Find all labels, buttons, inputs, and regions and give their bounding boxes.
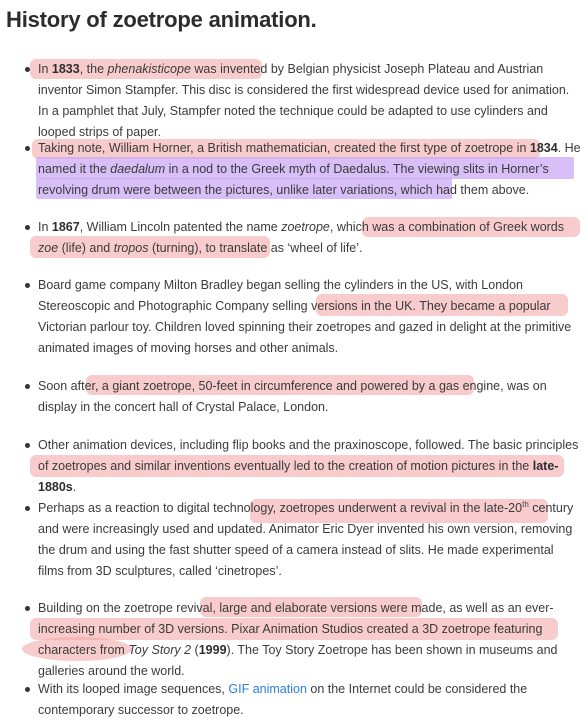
bold-text: 1867 (51, 220, 80, 234)
text-segment: . He named it the (38, 141, 581, 176)
italic-text: Toy Story 2 (128, 643, 192, 657)
text-segment: was invented by Belgian physicist Joseph Plateau and Austrian inventor Simon Stampfer. This disc is considered the first widespread device used for animation. In a pamphlet that July, Stampfer noted the technique could be adapted to use cylinders and looped strips of paper. (38, 62, 570, 139)
italic-text: daedalum (110, 162, 166, 176)
italic-text: phenakisticope (107, 62, 191, 76)
list-item (38, 275, 582, 359)
text-segment: ). The Toy Story Zoetrope has been shown in museums and galleries around the world. (38, 643, 558, 678)
text-segment: , which was a combination of Greek words (329, 220, 565, 234)
italic-text: tropos (113, 241, 149, 255)
text-segment: (turning), to translate as ‘wheel of life’. (148, 241, 363, 255)
list-item (38, 138, 582, 201)
list-item (38, 598, 582, 682)
text-segment: ( (191, 643, 199, 657)
superscript: th (522, 499, 529, 509)
bold-text: 1999 (198, 643, 227, 657)
list-item (38, 498, 582, 582)
text-segment: on the Internet could be considered the contemporary successor to zoetrope. (38, 682, 528, 717)
text-segment: In (38, 62, 52, 76)
text-segment: In (38, 220, 52, 234)
list-item (38, 59, 582, 143)
bold-text: late-1880s (38, 459, 559, 494)
text-segment: in a nod to the Greek myth of Daedalus. The viewing slits in Horner’s revolving drum were between the pictures, unlike later variations, which had them above. (38, 162, 549, 197)
list-item (38, 679, 582, 721)
text-segment: , William Lincoln patented the name (79, 220, 282, 234)
text-segment: Taking note, William Horner, a British mathematician, created the first type of zoetrope in (38, 141, 530, 155)
bold-text: 1833 (51, 62, 80, 76)
text-segment: Other animation devices, including flip books and the praxinoscope, followed. The basic principles of zoetropes and similar inventions eventually led to the creation of motion pictures in the (38, 438, 579, 473)
text-segment: . (72, 480, 77, 494)
list-item (38, 435, 582, 498)
text-segment: century and were increasingly used and updated. Animator Eric Dyer invented his own version, removing the drum and using the fast shutter speed of a camera instead of slits. He made experimental films from 3D sculptures, called ‘cinetropes’. (38, 501, 574, 578)
page-title: History of zoetrope animation. (6, 7, 317, 32)
text-segment: Board game company Milton Bradley began selling the cylinders in the US, with London Stereoscopic and Photographic Company selling versions in the UK. They became a popular Victorian parlour toy. Children loved spinning their zoetropes and gazed in delight at the primitive animated images of moving horses and other animals. (38, 278, 572, 355)
text-segment: (life) and (58, 241, 114, 255)
text-segment: Building on the zoetrope revival, large and elaborate versions were made, as well as an ever-increasing number of 3D versions. Pixar Animation Studios created a 3D zoetrope featuring characters from (38, 601, 554, 657)
italic-text: zoe (38, 241, 59, 255)
text-segment: , the (79, 62, 108, 76)
bold-text: 1834 (529, 141, 558, 155)
italic-text: zoetrope (281, 220, 330, 234)
list-item (38, 217, 582, 259)
text-segment: Soon after, a giant zoetrope, 50-feet in circumference and powered by a gas engine, was on display in the concert hall of Crystal Palace, London. (38, 379, 547, 414)
list-item (38, 376, 582, 418)
text-segment: With its looped image sequences, (38, 682, 229, 696)
text-segment: Perhaps as a reaction to digital technology, zoetropes underwent a revival in the late-20 (38, 501, 523, 515)
gif-animation-link[interactable]: GIF animation (228, 682, 307, 696)
